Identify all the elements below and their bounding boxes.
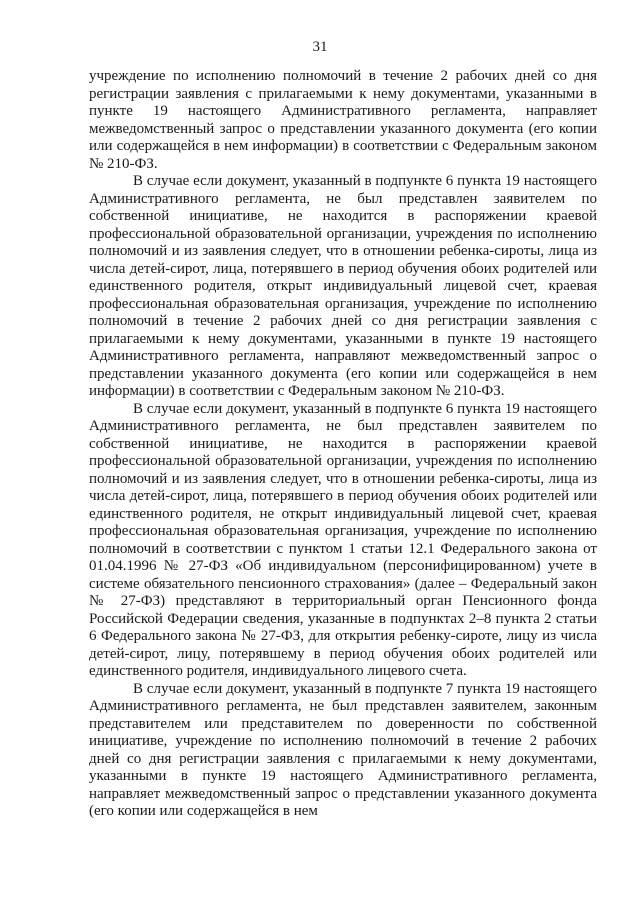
body-text (89, 68, 597, 821)
paragraph-continuation: учреждение по исполнению полномочий в течение 2 рабочих дней со дня регистрации заявления с прилагаемыми к нему документами, указанными в пункте 19 настоящего Административного регламента, направляет межведомственный запрос о представлении указанного документа (его копии или содержащейся в нем информации) в соответствии с Федеральным законом № 210-ФЗ. (89, 68, 597, 172)
page-number: 31 (312, 39, 328, 55)
paragraph: В случае если документ, указанный в подпункте 6 пункта 19 настоящего Административного регламента, не был представлен заявителем по собственной инициативе, не находится в распоряжении краевой профессиональной образовательной организации, учреждения по исполнению полномочий и из заявления следует, что в отношении ребенка-сироты, лица из числа детей-сирот, лица, потерявшего в период обучения обоих родителей или единственного родителя, открыт индивидуальный лицевой счет, краевая профессиональная образовательная организация, учреждение по исполнению полномочий в течение 2 рабочих дней со дня регистрации заявления с прилагаемыми к нему документами, указанными в пункте 19 настоящего Административного регламента, направляют межведомственный запрос о представлении указанного документа (его копии или содержащейся в нем информации) в соответствии с Федеральным законом № 210-ФЗ. (89, 173, 597, 399)
paragraph: В случае если документ, указанный в подпункте 7 пункта 19 настоящего Административного регламента, не был представлен заявителем, законным представителем или представителем по доверенности по собственной инициативе, учреждение по исполнению полномочий в течение 2 рабочих дней со дня регистрации заявления с прилагаемыми к нему документами, указанными в пункте 19 настоящего Административного регламента, направляет межведомственный запрос о представлении указанного документа (его копии или содержащейся в нем (89, 680, 597, 819)
paragraph: В случае если документ, указанный в подпункте 6 пункта 19 настоящего Административного регламента, не был представлен заявителем по собственной инициативе, не находится в распоряжении краевой профессиональной образовательной организации, учреждения по исполнению полномочий и из заявления следует, что в отношении ребенка-сироты, лица из числа детей-сирот, лица, потерявшего в период обучения обоих родителей или единственного родителя, не открыт индивидуальный лицевой счет, краевая профессиональная образовательная организация, учреждение по исполнению полномочий в соответствии с пунктом 1 статьи 12.1 Федерального закона от 01.04.1996 № 27-ФЗ «Об индивидуальном (персонифицированном) учете в системе обязательного пенсионного страхования» (далее – Федеральный закон № 27-ФЗ) представляют в территориальный орган Пенсионного фонда Российской Федерации сведения, указанные в подпунктах 2–8 пункта 2 статьи 6 Федерального закона № 27-ФЗ, для открытия ребенку-сироте, лицу из числа детей-сирот, лицу, потерявшему в период обучения обоих родителей или единственного родителя, индивидуального лицевого счета. (89, 400, 597, 679)
